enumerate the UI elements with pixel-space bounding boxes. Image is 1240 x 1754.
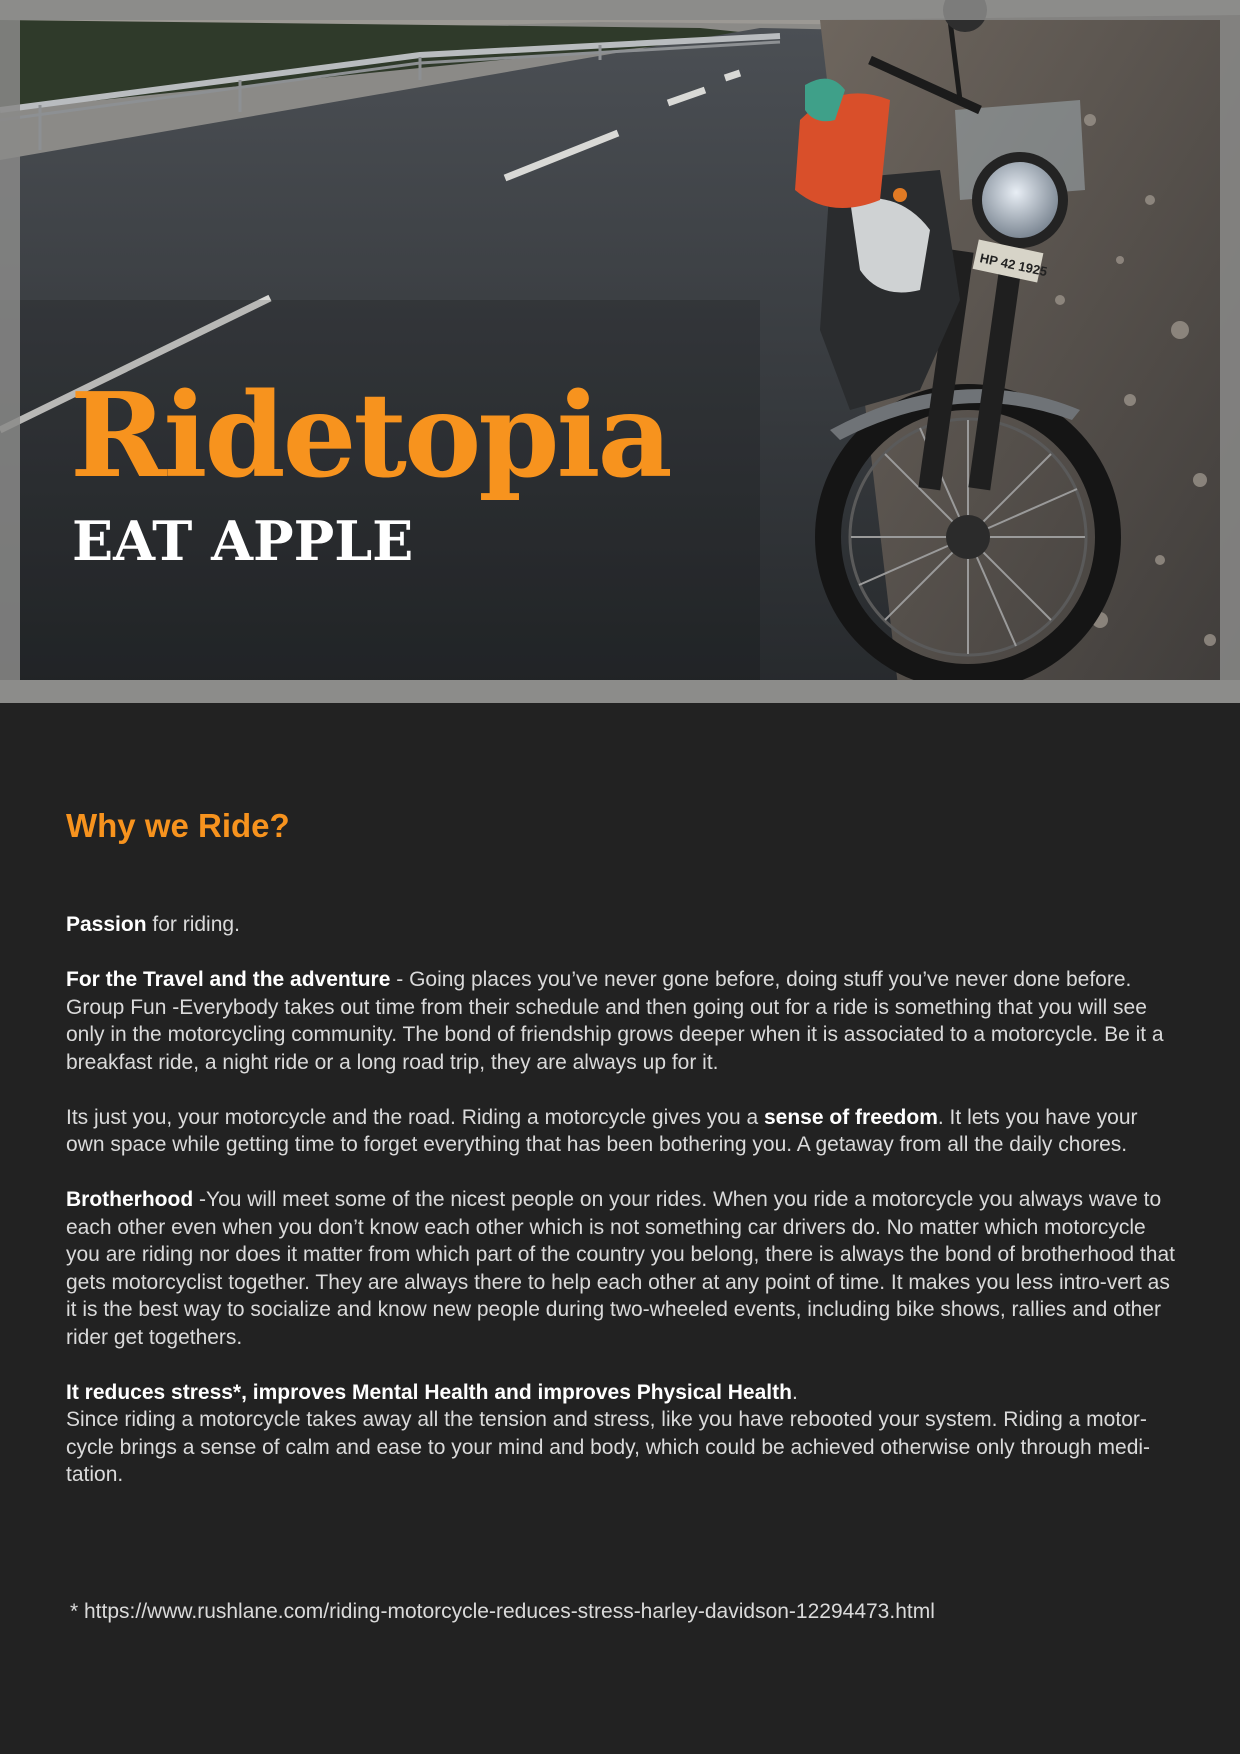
paragraph-brotherhood bbox=[66, 1186, 1178, 1351]
footnote-source-link[interactable]: * https://www.rushlane.com/riding-motorcycle-reduces-stress-harley-davidson-12294473.html bbox=[70, 1600, 935, 1623]
paragraph-passion bbox=[66, 911, 1178, 939]
license-plate-text: HP 42 1925 bbox=[978, 250, 1049, 280]
paragraph-bold-lead: It reduces stress*, improves Mental Health and improves Physical Health bbox=[66, 1380, 792, 1404]
article-body bbox=[66, 911, 1178, 1516]
paragraph-bold-lead: For the Travel and the adventure bbox=[66, 968, 391, 991]
hero-title: Ridetopia bbox=[70, 368, 670, 504]
paragraph-period: . bbox=[791, 1380, 798, 1404]
hero-banner bbox=[0, 0, 1240, 703]
paragraph-text: Since riding a motorcycle takes away all the tension and stress, like you have rebooted your system. Riding a motor-cycle brings a sense of calm and ease to your mind and body, which could be achieved otherwise only through medi-tation. bbox=[66, 1408, 1151, 1486]
paragraph-text: for riding. bbox=[146, 913, 240, 936]
paragraph-text: . It lets you have your own space while getting time to forget everything that has been bothering you. A getaway from all the daily chores. bbox=[66, 1105, 1138, 1156]
paragraph-text: -You will meet some of the nicest people on your rides. When you ride a motorcycle you always wave to each other even when you don’t know each other which is not something car drivers do. No matter which motorcycle you are riding nor does it matter from which part of the country you belong, there is always the bond of brotherhood that gets motorcyclist together. They are always there to help each other at any point of time. It makes you less intro-vert as it is the best way to socialize and know new people during two-wheeled events, including bike shows, rallies and other rider get togethers. bbox=[66, 1188, 1175, 1349]
paragraph-travel bbox=[66, 966, 1178, 1076]
hero-subtitle: EAT APPLE bbox=[72, 509, 414, 573]
section-header bbox=[66, 806, 1176, 846]
paragraph-bold-lead: Passion bbox=[66, 913, 147, 936]
paragraph-freedom bbox=[66, 1104, 1178, 1159]
paragraph-bold-inline: sense of freedom bbox=[764, 1105, 938, 1129]
paragraph-health bbox=[66, 1379, 1178, 1489]
motorcycle-photo bbox=[0, 0, 1240, 703]
paragraph-text: Its just you, your motorcycle and the road. Riding a motorcycle gives you a bbox=[66, 1105, 764, 1129]
paragraph-text: - Going places you’ve never gone before, doing stuff you’ve never done before. Group Fun -Everybody takes out time from their schedule and then going out for a ride is something that you will see only in the motorcycling community. The bond of friendship grows deeper when it is associated to a motorcycle. Be it a breakfast ride, a night ride or a long road trip, they are always up for it. bbox=[66, 968, 1164, 1074]
section-heading: Why we Ride? bbox=[66, 807, 290, 844]
paragraph-bold-lead: Brotherhood bbox=[66, 1188, 194, 1211]
